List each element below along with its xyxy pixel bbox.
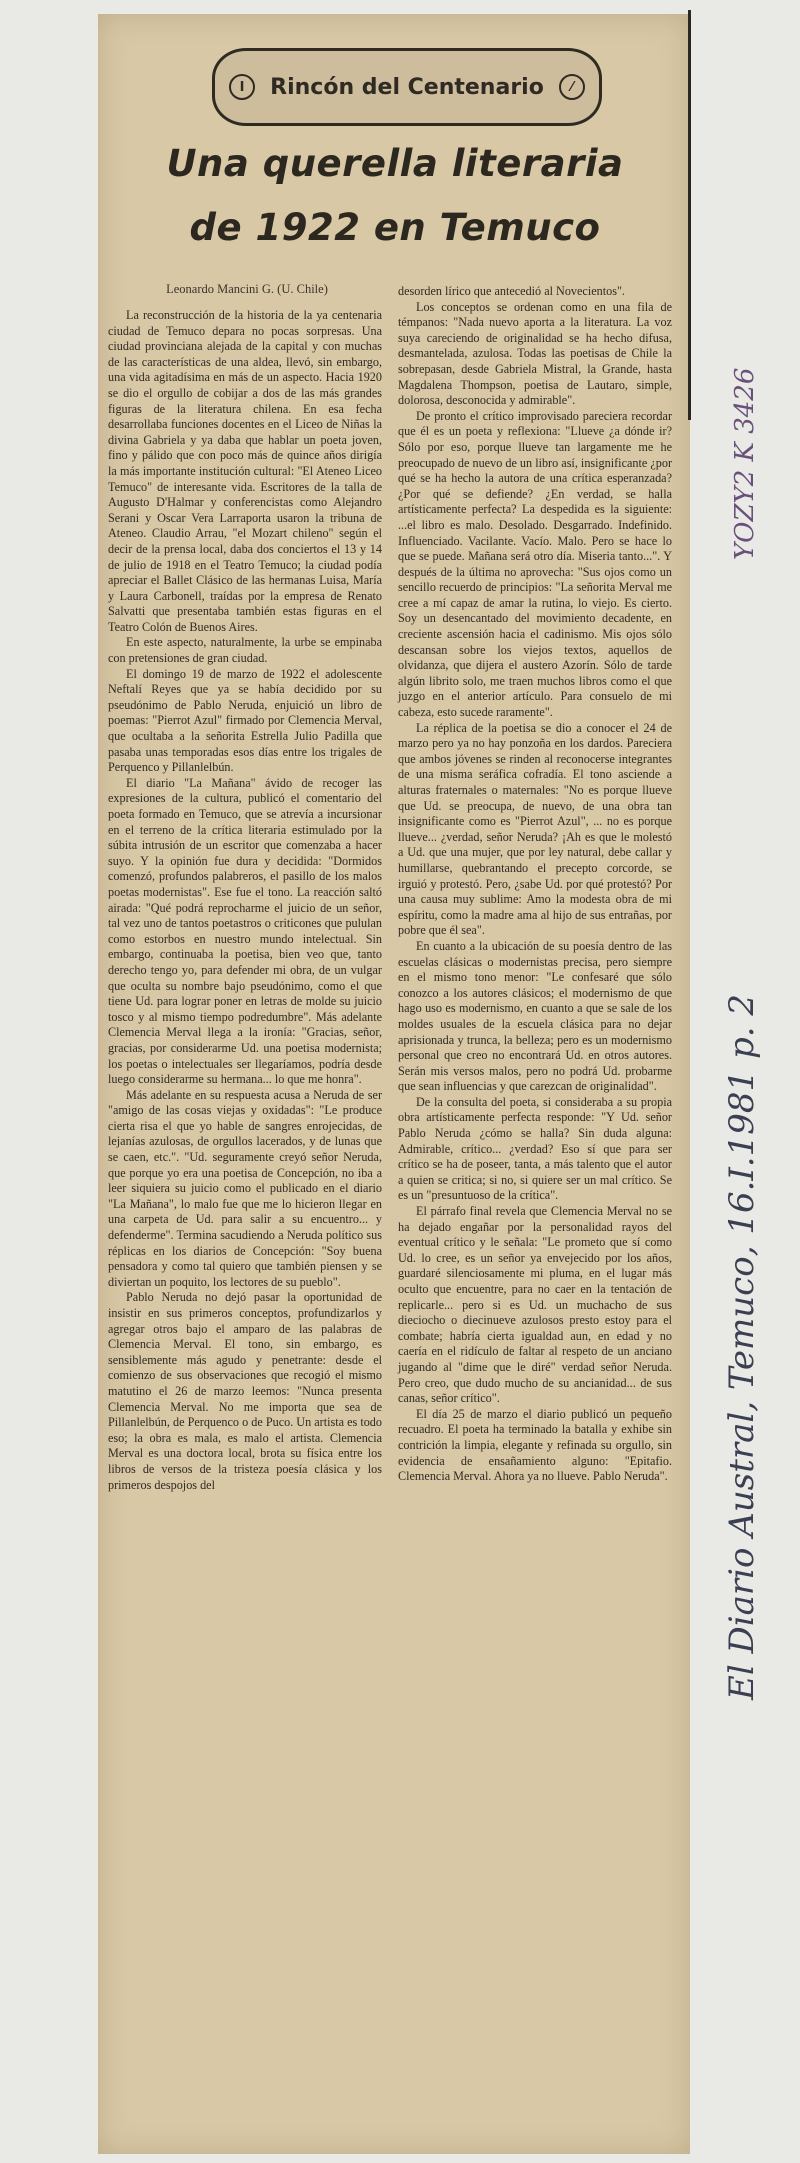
paragraph: Más adelante en su respuesta acusa a Neruda de ser "amigo de las cosas viejas y oxidadas": "Le produce cierta risa el que yo hable de sangres enrojecidas, de lejanías azulosas, de orgullos lacerados, y de lunas que se caen, etc.". "Ud. seguramente creyó señor Neruda, que porque yo era una poetisa de Concepción, no iba a leer siquiera su juicio como el publicado en el diario "La Mañana", lo malo fue que me lo hicieron llegar en una carpeta de Ud. para salir a su encuentro... y defenderme". Termina sacudiendo a Neruda político sus réplicas en los diarios de Concepción: "Soy buena pensadora y como tal quiero que también piensen y se diviertan un poquito, los lectores de su pueblo". xyxy=(108,1087,382,1289)
handwritten-catalog-note: YOZY2 K 3426 xyxy=(730,367,760,560)
headline-line-2: de 1922 en Temuco xyxy=(189,206,601,249)
paragraph: De pronto el crítico improvisado pareciera recordar que él es un poeta y reflexiona: "Llueve ¿a dónde ir? Sólo por eso, porque llueve tan largamente me he preocupado de nuevo de un libro así, insignificante ¿por qué se ha hecho la autora de una crítica esperanzada? ¿Por qué se defiende? ¿En verdad, se halla artísticamente perfecta? La despedida es la siguiente: ...el libro es malo. Desolado. Desgarrado. Indefinido. Influenciado. Vacilante. Vacío. Malo. Pero se hace lo que se puede. Mañana será otro día. Miseria tanto...". Y después de la última no aprovecha: "Sus ojos como un sencillo recuerdo de principios: "La señorita Merval me cree a mí capaz de amar la rutina, lo viejo. Es cierto. Soy un desencantado del movimiento decadente, en creciente ascensión hacia el cadinismo. Mis ojos sólo descansan sobre los viejos textos, aquellos de olvidanza, que dijera el austero Azorín. Sólo de tarde algún librito solo, me traen muchos libros como el que juzgo en el anterior artículo. Para consuelo de mi cabeza, esto sucede raramente". xyxy=(398,408,672,720)
left-column xyxy=(108,308,382,1493)
section-header-label: Rincón del Centenario xyxy=(270,74,544,100)
right-column xyxy=(398,284,672,1485)
paragraph: En este aspecto, naturalmente, la urbe se empinaba con pretensiones de gran ciudad. xyxy=(108,635,382,666)
paragraph: El día 25 de marzo el diario publicó un pequeño recuadro. El poeta ha terminado la batalla y exhibe sin contrición la limpia, elegante y refinada su orgullo, sin evidencia de ensañamiento alguno: "Epitafio. Clemencia Merval. Ahora ya no llueve. Pablo Neruda". xyxy=(398,1406,672,1484)
headline-line-1: Una querella literaria xyxy=(166,142,624,185)
paragraph: Los conceptos se ordenan como en una fila de témpanos: "Nada nuevo aporta a la literatura. La voz suya careciendo de originalidad se ha hecho difusa, desmantelada, azulosa. Todas las poetisas de Chile la sobrepasan, desde Gabriela Mistral, la Grande, hasta Magdalena Thompson, poetisa de Lautaro, simple, dolorosa, desconocida y admirable". xyxy=(398,299,672,408)
circled-one-icon: I xyxy=(229,74,255,100)
paragraph: La reconstrucción de la historia de la ya centenaria ciudad de Temuco depara no pocas sorpresas. Una ciudad provinciana alejada de la capital y con muchas de las características de una aldea, llevó, sin embargo, una vida agitadísima en más de un aspecto. Hacia 1920 se dio el orgullo de cobijar a dos de las más grandes figuras de la literatura chilena. En esa fecha desarrollaba funciones docentes en el Liceo de Niñas la divina Gabriela y ya daba que hablar un poeta joven, fino y pálido que con poco más de quince años dirigía la más importante institución cultural: "El Ateneo Liceo Temuco" de interesante vida. Escritores de la talla de Augusto D'Halmar y conferencistas como Alejandro Serani y Oscar Vera Larraporta usaron la tribuna de Ateneo. Claudio Arrau, "el Mozart chileno" según el decir de la prensa local, daba dos conciertos el 13 y 14 de julio de 1918 en el Teatro Temuco; la ciudad podía apreciar el Ballet Clásico de las hermanas Luisa, María y Laura Carbonell, traídas por la empresa de Renato Salvatti que presentaba también estas figuras en el Teatro Colón de Buenos Aires. xyxy=(108,308,382,634)
paragraph: Pablo Neruda no dejó pasar la oportunidad de insistir en sus primeros conceptos, profundizarlos y agregar otros bajo el amparo de las palabras de Clemencia Merval. El tono, sin embargo, es sensiblemente más agudo y penetrante: desde el comienzo de sus observaciones que recogió el mismo matutino el 26 de marzo leemos: "Nunca presenta Clemencia Merval. No me importa que sea de Pillanlelbún, de Perquenco o de Puco. Un artista es todo eso; la obra es mala, es malo el artista. Clemencia Merval es una doctora local, brota su física entre los libros de versos de la tristeza poesía clásica y los primeros despojos del xyxy=(108,1290,382,1492)
paragraph: De la consulta del poeta, si consideraba a su propia obra artísticamente perfecta responde: "Y Ud. señor Pablo Neruda ¿cómo se halla? Sin duda alguna: Admirable, crítico... ¿verdad? Eso sí que para ser crítico se ha de poseer, tanta, a más talento que el autor a quien se critica; si no, si quiere ser un mal crítico. Se es un "presuntuoso de la crítica". xyxy=(398,1094,672,1203)
handwritten-source-note: El Diario Austral, Temuco, 16.I.1981 p. 2 xyxy=(722,994,762,1700)
paragraph: desorden lírico que antecedió al Novecientos". xyxy=(398,284,625,298)
circled-slash-icon: ⁄ xyxy=(559,74,585,100)
paragraph: El domingo 19 de marzo de 1922 el adolescente Neftalí Reyes que ya se había decidido por su pseudónimo de Pablo Neruda, enjuició un libro de poemas: "Pierrot Azul" firmado por Clemencia Merval, que ocultaba a la señorita Estrella Julio Padilla que pasaba unas temporadas esos días entre los trigales de Perquenco y Pillanlelbún. xyxy=(108,666,382,775)
byline: Leonardo Mancini G. (U. Chile) xyxy=(166,282,328,296)
paragraph: El diario "La Mañana" ávido de recoger las expresiones de la cultura, publicó el comentario del poeta formado en Temuco, que se atrevía a incursionar en el terreno de la crítica literaria estimulado por la súbita intrusión de un escritor que comenzaba a hacer suyo. Y la opinión fue dura y decidida: "Dormidos comenzó, profundos palabreros, el pasillo de los malos poetas modernistas". Ese fue el tono. La reacción saltó airada: "Qué podrá reprocharme el juicio de un señor, tal vez uno de tantos poetastros o criticones que pululan como estorbos en nuestro mundo intelectual. Sin embargo, continuaba la poetisa, bien veo que, tanto derecho tengo yo, para defender mi obra, de un vulgar que oculta su nombre bajo pseudónimo, como el que tiene Ud. para lograr poner en letras de molde su juicio tosco y al mismo tiempo podredumbre". Más adelante Clemencia Merval llega a la ironía: "Gracias, señor, gracias, por considerarme Ud. una poetisa modernista; los poetas o intelectuales ser llegaríamos, podría desde luego considerarme su hermana... lo que me honra". xyxy=(108,775,382,1087)
paragraph: La réplica de la poetisa se dio a conocer el 24 de marzo pero ya no hay ponzoña en los dardos. Pareciera que ambos jóvenes se rinden al reconocerse integrantes de una misma seráfica cofradía. El tono asciende a alturas fraternales o maternales: "No es porque llueve que Ud. se preocupa, de nuevo, de una obra tan insignificante como es "Pierrot Azul", ... no es porque llueve... ¿verdad, señor Neruda? ¡Ah es que le molestó a Ud. que una mujer, que por ley natural, debe callar y humillarse, quebrantando el precepto corcorde, se irguió y protestó. Pero, ¿sabe Ud. por qué protestó? Por una causa muy sublime: Amo la modesta obra de mi espíritu, como la madre ama al hijo de sus entrañas, por pobre que él sea". xyxy=(398,720,672,938)
paragraph: En cuanto a la ubicación de su poesía dentro de las escuelas clásicas o modernistas precisa, pero siempre en el mismo tono menor: "Le confesaré que sólo conozco a los autores clásicos; el modernismo de que hago uso es modernismo, en cuanto a que se sale de los moldes usuales de la escuela clásica para no dejar aprisionada y trunca, la belleza; pero es un modernismo personal que creo no encontrará Ud. en otros autores. Serán mis versos malos, pero no podrá Ud. probarme que sean influencias y que carezcan de originalidad". xyxy=(398,938,672,1094)
paragraph: El párrafo final revela que Clemencia Merval no se ha dejado engañar por la personalidad rayos del eventual crítico y le señala: "Le prometo que sí como Ud. lo cree, es un señor ya envejecido por los años, guardaré silenciosamente mi pluma, en el lugar más oculto que encuentre, para no caer en la tentación de replicarle... pero si es Ud. un muchacho de sus dieciocho o diecinueve azulosos presto estoy para el combate; habría cierta igualdad aun, en edad y no caería en el ridículo de faltar al respeto de un anciano jugando al "dime que le diré" verdad señor Neruda. Pero creo, que dudo mucho de su ancianidad... de sus canas, señor crítico". xyxy=(398,1204,672,1406)
section-header-plaque xyxy=(212,48,602,126)
